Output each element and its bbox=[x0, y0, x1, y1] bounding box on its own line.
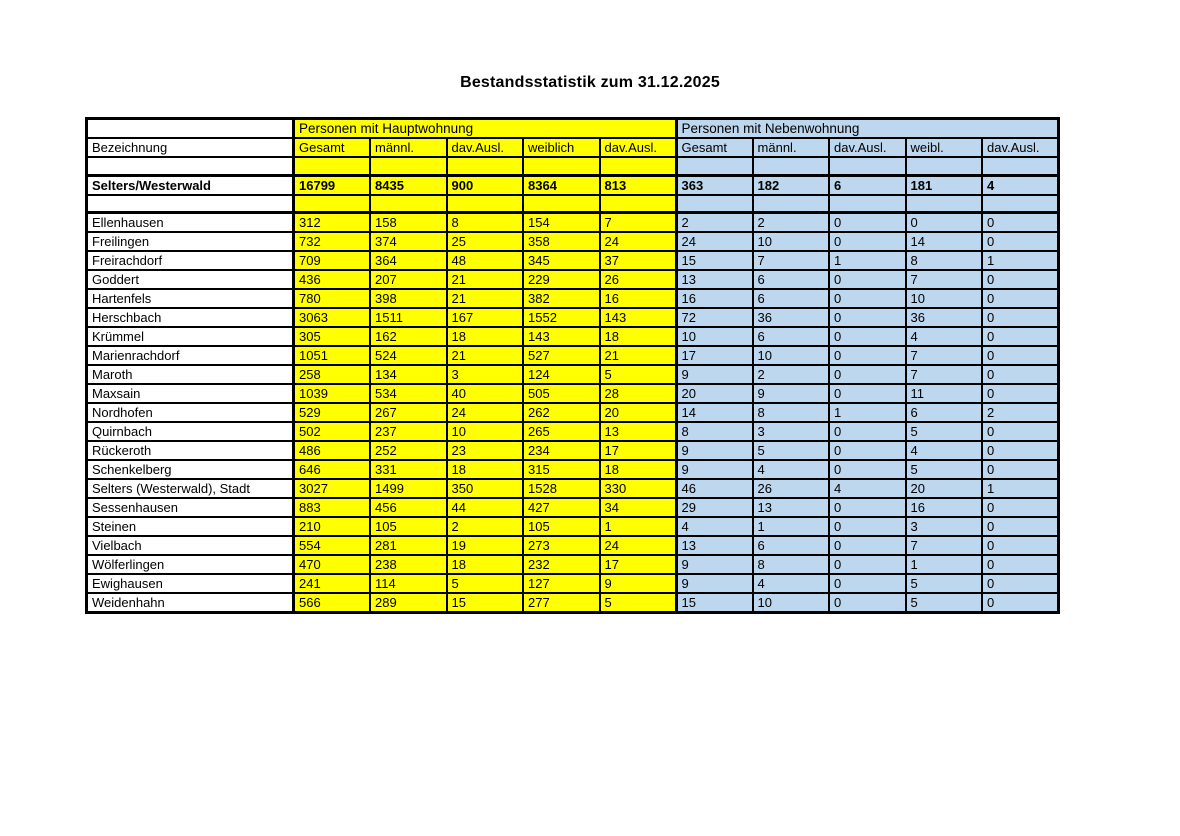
row-name: Sessenhausen bbox=[87, 498, 294, 517]
main-residence-group-header: Personen mit Hauptwohnung bbox=[294, 119, 677, 139]
row-value: 0 bbox=[829, 593, 906, 613]
row-value: 241 bbox=[294, 574, 371, 593]
row-value: 646 bbox=[294, 460, 371, 479]
corner-empty-cell bbox=[87, 119, 294, 139]
table-row bbox=[87, 232, 1059, 251]
main-davausl1-column-header: dav.Ausl. bbox=[447, 138, 524, 157]
row-value: 207 bbox=[370, 270, 447, 289]
row-value: 1 bbox=[829, 403, 906, 422]
row-value: 0 bbox=[829, 213, 906, 233]
row-value: 1051 bbox=[294, 346, 371, 365]
row-name: Vielbach bbox=[87, 536, 294, 555]
row-name: Schenkelberg bbox=[87, 460, 294, 479]
row-value: 10 bbox=[753, 346, 830, 365]
row-value: 17 bbox=[600, 555, 677, 574]
row-value: 780 bbox=[294, 289, 371, 308]
row-value: 105 bbox=[370, 517, 447, 536]
population-statistics-table bbox=[85, 117, 1060, 614]
row-value: 40 bbox=[447, 384, 524, 403]
row-value: 0 bbox=[829, 232, 906, 251]
table-row bbox=[87, 555, 1059, 574]
row-value: 114 bbox=[370, 574, 447, 593]
table-row bbox=[87, 403, 1059, 422]
row-value: 3 bbox=[447, 365, 524, 384]
row-name: Freirachdorf bbox=[87, 251, 294, 270]
row-value: 0 bbox=[829, 365, 906, 384]
table-row bbox=[87, 593, 1059, 613]
summary-value: 8364 bbox=[523, 175, 600, 195]
row-value: 6 bbox=[753, 536, 830, 555]
row-value: 0 bbox=[982, 422, 1059, 441]
row-value: 382 bbox=[523, 289, 600, 308]
row-name: Nordhofen bbox=[87, 403, 294, 422]
row-name: Weidenhahn bbox=[87, 593, 294, 613]
row-value: 3 bbox=[753, 422, 830, 441]
row-value: 26 bbox=[753, 479, 830, 498]
row-name: Freilingen bbox=[87, 232, 294, 251]
summary-value: 813 bbox=[600, 175, 677, 195]
row-value: 72 bbox=[676, 308, 753, 327]
row-value: 18 bbox=[447, 460, 524, 479]
row-value: 505 bbox=[523, 384, 600, 403]
row-value: 13 bbox=[676, 270, 753, 289]
row-value: 7 bbox=[906, 270, 983, 289]
row-value: 8 bbox=[906, 251, 983, 270]
row-value: 0 bbox=[829, 517, 906, 536]
main-maennl-column-header: männl. bbox=[370, 138, 447, 157]
row-value: 3063 bbox=[294, 308, 371, 327]
row-name: Marienrachdorf bbox=[87, 346, 294, 365]
table-row bbox=[87, 327, 1059, 346]
row-value: 9 bbox=[676, 441, 753, 460]
row-value: 262 bbox=[523, 403, 600, 422]
row-value: 3027 bbox=[294, 479, 371, 498]
row-value: 237 bbox=[370, 422, 447, 441]
row-value: 34 bbox=[600, 498, 677, 517]
row-value: 158 bbox=[370, 213, 447, 233]
row-value: 238 bbox=[370, 555, 447, 574]
row-value: 0 bbox=[829, 289, 906, 308]
table-row bbox=[87, 270, 1059, 289]
row-value: 48 bbox=[447, 251, 524, 270]
row-value: 36 bbox=[906, 308, 983, 327]
summary-row-name: Selters/Westerwald bbox=[87, 175, 294, 195]
row-value: 9 bbox=[676, 574, 753, 593]
row-value: 0 bbox=[982, 517, 1059, 536]
table-row bbox=[87, 365, 1059, 384]
row-value: 3 bbox=[906, 517, 983, 536]
row-value: 258 bbox=[294, 365, 371, 384]
row-value: 9 bbox=[676, 460, 753, 479]
row-value: 17 bbox=[600, 441, 677, 460]
row-value: 36 bbox=[753, 308, 830, 327]
row-value: 8 bbox=[676, 422, 753, 441]
row-value: 167 bbox=[447, 308, 524, 327]
table-row bbox=[87, 289, 1059, 308]
row-value: 19 bbox=[447, 536, 524, 555]
row-value: 24 bbox=[676, 232, 753, 251]
row-value: 162 bbox=[370, 327, 447, 346]
row-value: 16 bbox=[906, 498, 983, 517]
row-value: 0 bbox=[982, 384, 1059, 403]
row-value: 11 bbox=[906, 384, 983, 403]
row-value: 24 bbox=[447, 403, 524, 422]
row-value: 5 bbox=[906, 574, 983, 593]
row-value: 0 bbox=[982, 327, 1059, 346]
row-value: 1 bbox=[600, 517, 677, 536]
neben-weibl-column-header: weibl. bbox=[906, 138, 983, 157]
row-value: 154 bbox=[523, 213, 600, 233]
row-value: 0 bbox=[829, 498, 906, 517]
row-value: 1 bbox=[982, 251, 1059, 270]
row-value: 456 bbox=[370, 498, 447, 517]
row-value: 1039 bbox=[294, 384, 371, 403]
table-row bbox=[87, 346, 1059, 365]
main-weiblich-column-header: weiblich bbox=[523, 138, 600, 157]
table-row bbox=[87, 536, 1059, 555]
row-value: 436 bbox=[294, 270, 371, 289]
row-value: 9 bbox=[676, 365, 753, 384]
row-value: 883 bbox=[294, 498, 371, 517]
row-value: 281 bbox=[370, 536, 447, 555]
table-row bbox=[87, 384, 1059, 403]
row-value: 358 bbox=[523, 232, 600, 251]
row-name: Wölferlingen bbox=[87, 555, 294, 574]
table-row bbox=[87, 441, 1059, 460]
row-name: Maroth bbox=[87, 365, 294, 384]
row-value: 18 bbox=[600, 327, 677, 346]
row-name: Herschbach bbox=[87, 308, 294, 327]
row-value: 374 bbox=[370, 232, 447, 251]
row-value: 273 bbox=[523, 536, 600, 555]
row-value: 0 bbox=[982, 593, 1059, 613]
row-value: 0 bbox=[982, 574, 1059, 593]
row-value: 20 bbox=[600, 403, 677, 422]
row-value: 364 bbox=[370, 251, 447, 270]
row-value: 1511 bbox=[370, 308, 447, 327]
table-row bbox=[87, 498, 1059, 517]
row-value: 265 bbox=[523, 422, 600, 441]
row-value: 18 bbox=[447, 327, 524, 346]
row-value: 0 bbox=[829, 384, 906, 403]
row-value: 4 bbox=[676, 517, 753, 536]
row-value: 232 bbox=[523, 555, 600, 574]
secondary-residence-group-header: Personen mit Nebenwohnung bbox=[676, 119, 1059, 139]
row-value: 2 bbox=[447, 517, 524, 536]
row-value: 0 bbox=[906, 213, 983, 233]
row-value: 21 bbox=[447, 346, 524, 365]
row-value: 7 bbox=[906, 536, 983, 555]
table-row bbox=[87, 517, 1059, 536]
table-row bbox=[87, 574, 1059, 593]
row-value: 0 bbox=[829, 536, 906, 555]
row-value: 0 bbox=[982, 308, 1059, 327]
row-value: 0 bbox=[982, 460, 1059, 479]
row-value: 21 bbox=[600, 346, 677, 365]
row-value: 8 bbox=[447, 213, 524, 233]
row-value: 0 bbox=[829, 574, 906, 593]
row-value: 143 bbox=[523, 327, 600, 346]
row-value: 427 bbox=[523, 498, 600, 517]
row-value: 10 bbox=[753, 232, 830, 251]
row-value: 566 bbox=[294, 593, 371, 613]
row-value: 0 bbox=[829, 555, 906, 574]
row-value: 210 bbox=[294, 517, 371, 536]
row-value: 0 bbox=[829, 441, 906, 460]
row-value: 15 bbox=[447, 593, 524, 613]
table-row bbox=[87, 251, 1059, 270]
row-value: 7 bbox=[906, 365, 983, 384]
table-body bbox=[87, 175, 1059, 613]
row-name: Ellenhausen bbox=[87, 213, 294, 233]
row-value: 2 bbox=[982, 403, 1059, 422]
row-value: 732 bbox=[294, 232, 371, 251]
row-value: 23 bbox=[447, 441, 524, 460]
row-value: 529 bbox=[294, 403, 371, 422]
row-value: 1 bbox=[753, 517, 830, 536]
summary-value: 16799 bbox=[294, 175, 371, 195]
row-value: 527 bbox=[523, 346, 600, 365]
row-value: 29 bbox=[676, 498, 753, 517]
row-value: 28 bbox=[600, 384, 677, 403]
row-value: 350 bbox=[447, 479, 524, 498]
table-row bbox=[87, 213, 1059, 233]
row-value: 6 bbox=[753, 327, 830, 346]
column-header-row bbox=[87, 138, 1059, 157]
row-value: 20 bbox=[676, 384, 753, 403]
summary-value: 6 bbox=[829, 175, 906, 195]
row-value: 534 bbox=[370, 384, 447, 403]
row-value: 486 bbox=[294, 441, 371, 460]
neben-gesamt-column-header: Gesamt bbox=[676, 138, 753, 157]
row-value: 312 bbox=[294, 213, 371, 233]
row-value: 524 bbox=[370, 346, 447, 365]
row-value: 10 bbox=[676, 327, 753, 346]
row-value: 15 bbox=[676, 593, 753, 613]
summary-value: 181 bbox=[906, 175, 983, 195]
row-value: 5 bbox=[906, 593, 983, 613]
row-name: Rückeroth bbox=[87, 441, 294, 460]
row-value: 14 bbox=[906, 232, 983, 251]
row-value: 398 bbox=[370, 289, 447, 308]
row-value: 289 bbox=[370, 593, 447, 613]
row-value: 331 bbox=[370, 460, 447, 479]
row-value: 21 bbox=[447, 270, 524, 289]
row-value: 7 bbox=[753, 251, 830, 270]
designation-column-header: Bezeichnung bbox=[87, 138, 294, 157]
row-value: 0 bbox=[829, 346, 906, 365]
table-row bbox=[87, 422, 1059, 441]
row-name: Krümmel bbox=[87, 327, 294, 346]
row-value: 18 bbox=[447, 555, 524, 574]
row-name: Hartenfels bbox=[87, 289, 294, 308]
row-value: 0 bbox=[982, 536, 1059, 555]
row-value: 267 bbox=[370, 403, 447, 422]
summary-value: 4 bbox=[982, 175, 1059, 195]
row-value: 4 bbox=[906, 441, 983, 460]
row-value: 9 bbox=[600, 574, 677, 593]
row-value: 8 bbox=[753, 555, 830, 574]
row-value: 0 bbox=[982, 213, 1059, 233]
page-title: Bestandsstatistik zum 31.12.2025 bbox=[460, 74, 720, 91]
summary-value: 182 bbox=[753, 175, 830, 195]
row-value: 17 bbox=[676, 346, 753, 365]
row-value: 6 bbox=[906, 403, 983, 422]
row-value: 0 bbox=[982, 498, 1059, 517]
row-value: 10 bbox=[906, 289, 983, 308]
spacer-row bbox=[87, 195, 1059, 213]
row-value: 0 bbox=[829, 327, 906, 346]
row-name: Goddert bbox=[87, 270, 294, 289]
row-value: 15 bbox=[676, 251, 753, 270]
row-value: 315 bbox=[523, 460, 600, 479]
row-value: 0 bbox=[982, 441, 1059, 460]
row-value: 18 bbox=[600, 460, 677, 479]
row-value: 0 bbox=[982, 232, 1059, 251]
row-value: 25 bbox=[447, 232, 524, 251]
row-name: Quirnbach bbox=[87, 422, 294, 441]
group-header-row bbox=[87, 119, 1059, 139]
row-value: 1 bbox=[829, 251, 906, 270]
table-row bbox=[87, 308, 1059, 327]
row-value: 13 bbox=[676, 536, 753, 555]
row-value: 5 bbox=[447, 574, 524, 593]
row-value: 305 bbox=[294, 327, 371, 346]
table-row bbox=[87, 479, 1059, 498]
row-value: 277 bbox=[523, 593, 600, 613]
row-value: 44 bbox=[447, 498, 524, 517]
row-value: 345 bbox=[523, 251, 600, 270]
row-name: Ewighausen bbox=[87, 574, 294, 593]
row-value: 502 bbox=[294, 422, 371, 441]
row-value: 0 bbox=[982, 346, 1059, 365]
row-value: 21 bbox=[447, 289, 524, 308]
row-value: 0 bbox=[829, 270, 906, 289]
row-value: 234 bbox=[523, 441, 600, 460]
row-value: 9 bbox=[676, 555, 753, 574]
main-gesamt-column-header: Gesamt bbox=[294, 138, 371, 157]
neben-davausl2-column-header: dav.Ausl. bbox=[982, 138, 1059, 157]
row-value: 0 bbox=[982, 555, 1059, 574]
row-value: 1499 bbox=[370, 479, 447, 498]
row-value: 6 bbox=[753, 270, 830, 289]
row-value: 330 bbox=[600, 479, 677, 498]
row-value: 13 bbox=[753, 498, 830, 517]
row-value: 8 bbox=[753, 403, 830, 422]
row-value: 1552 bbox=[523, 308, 600, 327]
summary-value: 8435 bbox=[370, 175, 447, 195]
neben-davausl1-column-header: dav.Ausl. bbox=[829, 138, 906, 157]
row-value: 4 bbox=[753, 574, 830, 593]
row-value: 470 bbox=[294, 555, 371, 574]
row-value: 46 bbox=[676, 479, 753, 498]
row-value: 10 bbox=[753, 593, 830, 613]
row-value: 20 bbox=[906, 479, 983, 498]
row-value: 2 bbox=[676, 213, 753, 233]
row-value: 5 bbox=[906, 422, 983, 441]
summary-value: 363 bbox=[676, 175, 753, 195]
row-value: 2 bbox=[753, 365, 830, 384]
row-value: 5 bbox=[906, 460, 983, 479]
row-value: 7 bbox=[600, 213, 677, 233]
main-davausl2-column-header: dav.Ausl. bbox=[600, 138, 677, 157]
row-name: Selters (Westerwald), Stadt bbox=[87, 479, 294, 498]
row-value: 0 bbox=[829, 422, 906, 441]
row-value: 16 bbox=[600, 289, 677, 308]
row-value: 0 bbox=[982, 270, 1059, 289]
row-value: 229 bbox=[523, 270, 600, 289]
row-value: 1528 bbox=[523, 479, 600, 498]
row-value: 143 bbox=[600, 308, 677, 327]
row-name: Maxsain bbox=[87, 384, 294, 403]
row-value: 0 bbox=[982, 289, 1059, 308]
summary-row bbox=[87, 175, 1059, 195]
row-value: 0 bbox=[982, 365, 1059, 384]
row-value: 1 bbox=[906, 555, 983, 574]
row-value: 5 bbox=[600, 593, 677, 613]
spacer-row bbox=[87, 157, 1059, 175]
row-value: 134 bbox=[370, 365, 447, 384]
row-value: 709 bbox=[294, 251, 371, 270]
row-value: 14 bbox=[676, 403, 753, 422]
row-value: 124 bbox=[523, 365, 600, 384]
row-value: 4 bbox=[753, 460, 830, 479]
row-value: 0 bbox=[829, 460, 906, 479]
row-value: 13 bbox=[600, 422, 677, 441]
row-value: 16 bbox=[676, 289, 753, 308]
row-value: 26 bbox=[600, 270, 677, 289]
row-value: 4 bbox=[906, 327, 983, 346]
row-value: 2 bbox=[753, 213, 830, 233]
row-value: 9 bbox=[753, 384, 830, 403]
row-value: 5 bbox=[753, 441, 830, 460]
row-value: 10 bbox=[447, 422, 524, 441]
row-value: 127 bbox=[523, 574, 600, 593]
neben-maennl-column-header: männl. bbox=[753, 138, 830, 157]
row-value: 37 bbox=[600, 251, 677, 270]
row-value: 6 bbox=[753, 289, 830, 308]
row-value: 4 bbox=[829, 479, 906, 498]
row-value: 7 bbox=[906, 346, 983, 365]
table-row bbox=[87, 460, 1059, 479]
row-value: 24 bbox=[600, 536, 677, 555]
row-value: 0 bbox=[829, 308, 906, 327]
summary-value: 900 bbox=[447, 175, 524, 195]
row-value: 24 bbox=[600, 232, 677, 251]
row-value: 252 bbox=[370, 441, 447, 460]
row-value: 1 bbox=[982, 479, 1059, 498]
row-value: 5 bbox=[600, 365, 677, 384]
row-value: 554 bbox=[294, 536, 371, 555]
row-value: 105 bbox=[523, 517, 600, 536]
row-name: Steinen bbox=[87, 517, 294, 536]
